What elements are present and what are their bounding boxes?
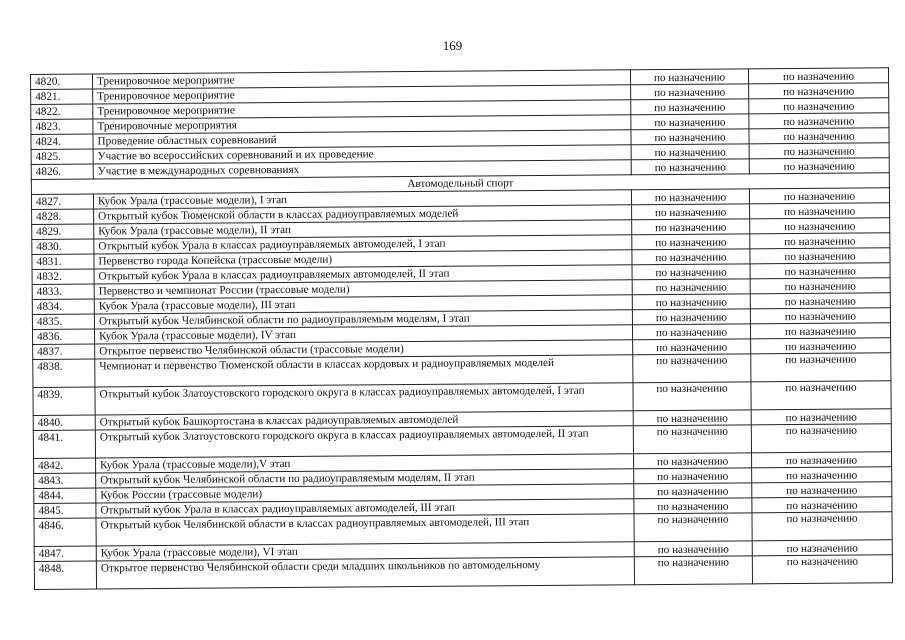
row-date-value: по назначению (633, 382, 751, 411)
row-place-value: по назначению (750, 323, 890, 339)
row-date-value: по назначению (634, 556, 752, 585)
row-date-value: по назначению (633, 425, 751, 454)
row-date-value: по назначению (632, 294, 750, 310)
row-place-value: по назначению (750, 308, 890, 324)
row-date-value: по назначению (631, 189, 749, 205)
row-place-value: по назначению (752, 555, 892, 584)
row-place-value: по назначению (750, 218, 890, 234)
row-place-value: по назначению (749, 98, 889, 114)
row-number: 4848. (34, 561, 96, 589)
row-date-value: по назначению (631, 159, 749, 175)
row-date-value: по назначению (634, 541, 752, 557)
row-place-value: по назначению (748, 68, 888, 84)
row-place-value: по назначению (751, 424, 891, 453)
row-number: 4840. (33, 415, 95, 430)
row-place-value: по назначению (751, 338, 891, 354)
row-event-name: Открытый кубок Башкортостана в классах радиоуправляемых автомоделей (95, 411, 633, 430)
row-number: 4844. (34, 488, 96, 503)
row-date-value: по назначению (632, 234, 750, 250)
row-event-name: Чемпионат и первенство Тюменской области в классах кордовых и радиоуправляемых моделей (95, 355, 633, 387)
row-number: 4830. (32, 239, 94, 254)
row-event-name: Тренировочное мероприятие (93, 85, 631, 104)
row-place-value: по назначению (750, 263, 890, 279)
row-date-value: по назначению (632, 309, 750, 325)
section-title: Автомодельный спорт (31, 173, 889, 195)
row-place-value: по назначению (749, 83, 889, 99)
row-event-name: Первенство города Копейска (трассовые модели) (94, 250, 632, 269)
row-date-value: по назначению (634, 453, 752, 469)
row-number: 4842. (34, 458, 96, 473)
row-number: 4824. (31, 134, 93, 149)
row-event-name: Открытый кубок Урала в классах радиоуправляемых автомоделей, II этап (94, 265, 632, 284)
row-place-value: по назначению (751, 452, 891, 468)
row-number: 4843. (34, 473, 96, 488)
row-event-name: Тренировочные мероприятия (93, 115, 631, 134)
row-number: 4831. (32, 254, 94, 269)
row-place-value: по назначению (750, 203, 890, 219)
row-place-value: по назначению (749, 188, 889, 204)
row-event-name: Открытый кубок Урала в классах радиоуправляемых автомоделей, I этап (94, 235, 632, 254)
row-number: 4825. (31, 149, 93, 164)
row-date-value: по назначению (632, 204, 750, 220)
row-place-value: по назначению (751, 409, 891, 425)
row-date-value: по назначению (633, 339, 751, 355)
row-place-value: по назначению (752, 540, 892, 556)
row-date-value: по назначению (634, 468, 752, 484)
row-event-name: Кубок России (трассовые модели) (96, 484, 634, 503)
row-event-name: Тренировочное мероприятие (93, 100, 631, 119)
row-number: 4822. (31, 104, 93, 119)
row-date-value: по назначению (632, 249, 750, 265)
row-event-name: Открытый кубок Челябинской области по радиоуправляемым моделям, I этап (94, 310, 632, 329)
row-date-value: по назначению (634, 513, 752, 542)
row-date-value: по назначению (631, 99, 749, 115)
row-number: 4823. (31, 119, 93, 134)
row-place-value: по назначению (749, 158, 889, 174)
row-place-value: по назначению (749, 143, 889, 159)
row-place-value: по назначению (752, 482, 892, 498)
page-number: 169 (442, 38, 463, 53)
row-event-name: Открытый кубок Тюменской области в классах радиоуправляемых моделей (94, 205, 632, 224)
row-number: 4828. (32, 209, 94, 224)
events-table (30, 67, 893, 590)
row-number: 4832. (32, 269, 94, 284)
row-event-name: Открытый кубок Златоустовского городского округа в классах радиоуправляемых автомоделей, I этап (95, 383, 633, 415)
row-date-value: по назначению (632, 219, 750, 235)
row-event-name: Открытый кубок Урала в классах радиоуправляемых автомоделей, III этап (96, 499, 634, 518)
row-number: 4846. (34, 518, 96, 546)
row-place-value: по назначению (752, 467, 892, 483)
row-date-value: по назначению (634, 483, 752, 499)
row-event-name: Участие во всероссийских соревнований и их проведение (93, 145, 631, 164)
row-place-value: по назначению (750, 278, 890, 294)
row-event-name: Кубок Урала (трассовые модели), VI этап (96, 542, 634, 561)
row-number: 4835. (32, 314, 94, 329)
row-date-value: по назначению (632, 279, 750, 295)
row-date-value: по назначению (631, 129, 749, 145)
row-place-value: по назначению (750, 248, 890, 264)
row-date-value: по назначению (631, 114, 749, 130)
row-number: 4847. (34, 546, 96, 561)
row-place-value: по назначению (750, 233, 890, 249)
row-number: 4821. (31, 89, 93, 104)
row-number: 4838. (33, 359, 95, 387)
row-date-value: по назначению (631, 84, 749, 100)
row-event-name: Первенство и чемпионат России (трассовые модели) (94, 280, 632, 299)
row-place-value: по назначению (751, 353, 891, 382)
row-place-value: по назначению (749, 128, 889, 144)
row-number: 4827. (31, 194, 93, 209)
row-number: 4829. (32, 224, 94, 239)
row-event-name: Кубок Урала (трассовые модели), III этап (94, 295, 632, 314)
row-number: 4820. (31, 74, 93, 89)
row-date-value: по назначению (631, 144, 749, 160)
row-event-name: Открытый кубок Златоустовского городского округа в классах радиоуправляемых автомоделей, II этап (95, 426, 633, 458)
row-number: 4837. (33, 344, 95, 359)
row-number: 4839. (33, 387, 95, 415)
row-event-name: Открытый кубок Челябинской области в классах радиоуправляемых автомоделей, III этап (96, 514, 634, 546)
row-number: 4833. (32, 284, 94, 299)
row-event-name: Открытое первенство Челябинской области среди младших школьников по автомодельному (96, 557, 634, 589)
row-number: 4841. (33, 430, 95, 458)
row-event-name: Кубок Урала (трассовые модели),V этап (96, 454, 634, 473)
row-place-value: по назначению (752, 497, 892, 513)
row-event-name: Кубок Урала (трассовые модели), IV этап (95, 325, 633, 344)
row-event-name: Открытое первенство Челябинской области (трассовые модели) (95, 340, 633, 359)
table-row (34, 555, 892, 590)
table-body-before (31, 68, 890, 180)
row-date-value: по назначению (632, 324, 750, 340)
row-event-name: Кубок Урала (трассовые модели), I этап (93, 190, 631, 209)
row-number: 4845. (34, 503, 96, 518)
row-date-value: по назначению (633, 354, 751, 383)
row-place-value: по назначению (749, 113, 889, 129)
row-number: 4836. (33, 329, 95, 344)
row-event-name: Проведение областных соревнований (93, 130, 631, 149)
row-event-name: Кубок Урала (трассовые модели), II этап (94, 220, 632, 239)
row-place-value: по назначению (751, 381, 891, 410)
row-number: 4834. (32, 299, 94, 314)
row-date-value: по назначению (634, 498, 752, 514)
table-body-rows (31, 188, 892, 590)
row-number: 4826. (31, 164, 93, 179)
row-event-name: Тренировочное мероприятие (93, 70, 631, 89)
row-event-name: Участие в международных соревнованиях (93, 160, 631, 179)
row-date-value: по назначению (632, 264, 750, 280)
row-place-value: по назначению (752, 512, 892, 541)
row-place-value: по назначению (750, 293, 890, 309)
row-event-name: Открытый кубок Челябинской области по радиоуправляемым моделям, II этап (96, 469, 634, 488)
row-date-value: по назначению (633, 410, 751, 426)
row-date-value: по назначению (630, 69, 748, 85)
